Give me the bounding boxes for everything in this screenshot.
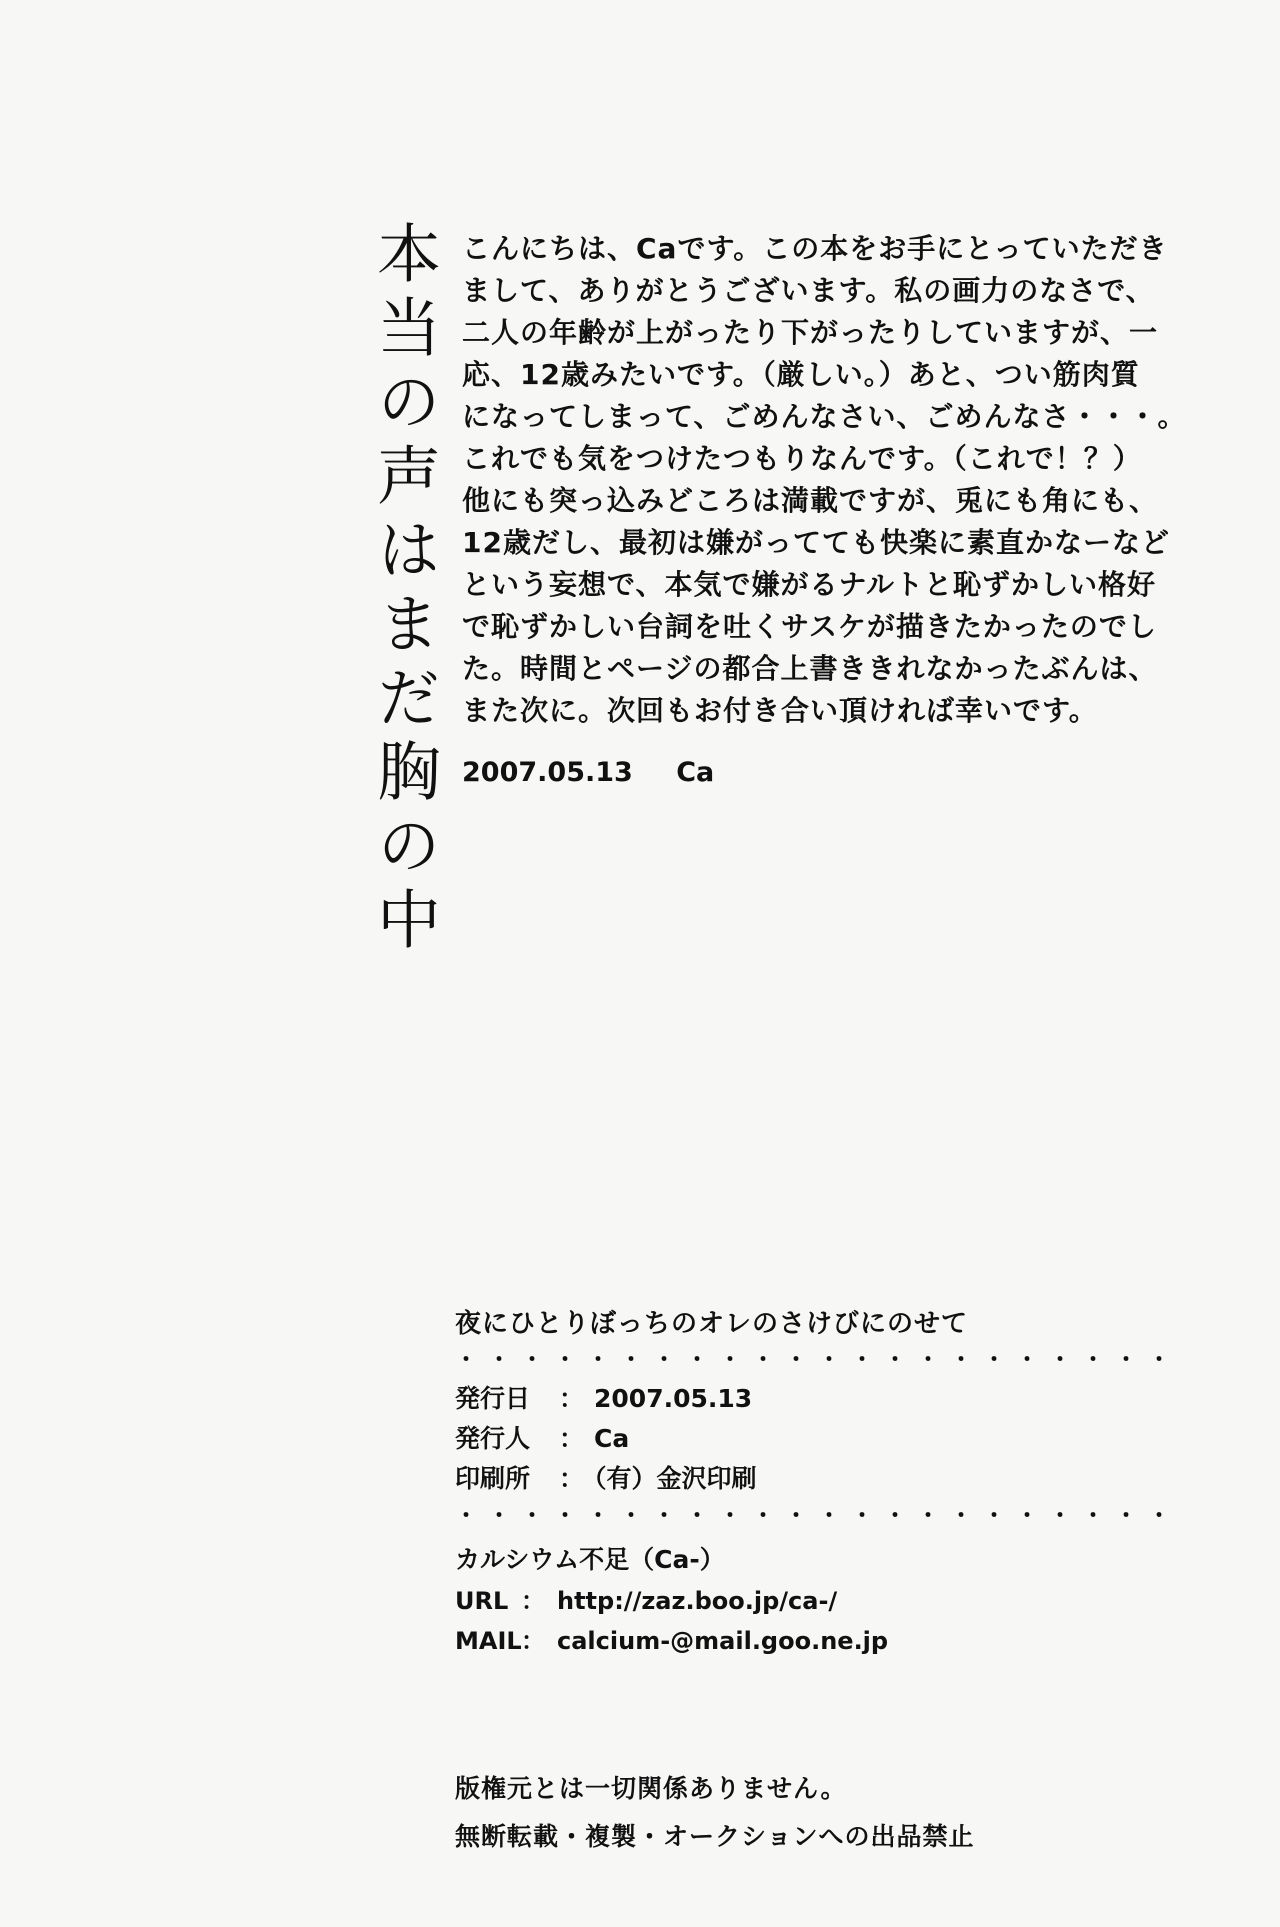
printer-value: （有）金沢印刷	[594, 1464, 757, 1493]
vertical-title: 本当の声はまだ胸の中	[366, 220, 440, 960]
url-label: URL	[455, 1587, 509, 1615]
notice-line: 版権元とは一切関係ありません。	[455, 1774, 847, 1803]
message-line: 12歳だし、最初は嫌がってても快楽に素直かなーなど	[462, 526, 1170, 559]
printer-row	[455, 1459, 1075, 1499]
message-line: また次に。次回もお付き合い頂ければ幸いです。	[462, 694, 1098, 727]
circle-name: カルシウム不足（Ca-）	[455, 1545, 725, 1574]
signature-date: 2007.05.13	[462, 757, 633, 788]
publisher-label: 発行人	[455, 1424, 531, 1453]
url-value: http://zaz.boo.jp/ca-/	[557, 1587, 838, 1615]
afterword-message	[462, 228, 1187, 732]
mail-row	[455, 1621, 1075, 1661]
message-line: になってしまって、ごめんなさい、ごめんなさ・・・。	[462, 400, 1187, 433]
printer-label: 印刷所	[455, 1464, 531, 1493]
separator: ：	[559, 1424, 585, 1453]
mail-value: calcium-@mail.goo.ne.jp	[557, 1627, 889, 1655]
mail-label: MAIL	[455, 1627, 522, 1655]
message-line: これでも気をつけたつもりなんです。（これで！？）	[462, 442, 1142, 475]
message-line: 二人の年齢が上がったり下がったりしていますが、一	[462, 316, 1159, 349]
signature	[462, 755, 714, 791]
book-title: 夜にひとりぼっちのオレのさけびにのせて	[455, 1309, 969, 1339]
publisher-row	[455, 1419, 1075, 1459]
message-line: た。時間とページの都合上書ききれなかったぶんは、	[462, 652, 1158, 685]
message-line: 応、12歳みたいです。（厳しい。）あと、つい筋肉質	[462, 358, 1140, 391]
notice-line: 無断転載・複製・オークションへの出品禁止	[455, 1822, 975, 1851]
publisher-value: Ca	[594, 1424, 630, 1453]
dotted-divider: ・・・・・・・・・・・・・・・・・・・・・・	[455, 1348, 1182, 1373]
colophon	[455, 1305, 1182, 1661]
message-line: 他にも突っ込みどころは満載ですが、兎にも角にも、	[462, 484, 1159, 517]
publish-date-value: 2007.05.13	[594, 1384, 753, 1413]
signature-author: Ca	[676, 757, 715, 788]
message-line: で恥ずかしい台詞を吐くサスケが描きたかったのでし	[462, 610, 1157, 643]
publish-date-label: 発行日	[455, 1384, 531, 1413]
legal-notice	[455, 1765, 1075, 1861]
publish-date-row	[455, 1379, 1075, 1419]
message-line: こんにちは、Caです。この本をお手にとっていただき	[462, 232, 1168, 265]
separator: ：	[521, 1587, 545, 1615]
dotted-divider: ・・・・・・・・・・・・・・・・・・・・・・	[455, 1504, 1182, 1529]
separator: ：	[521, 1627, 545, 1655]
message-line: まして、ありがとうございます。私の画力のなさで、	[462, 274, 1155, 307]
separator: ：	[559, 1384, 585, 1413]
message-line: という妄想で、本気で嫌がるナルトと恥ずかしい格好	[462, 568, 1157, 601]
url-row	[455, 1581, 1075, 1621]
separator: ：	[559, 1464, 585, 1493]
